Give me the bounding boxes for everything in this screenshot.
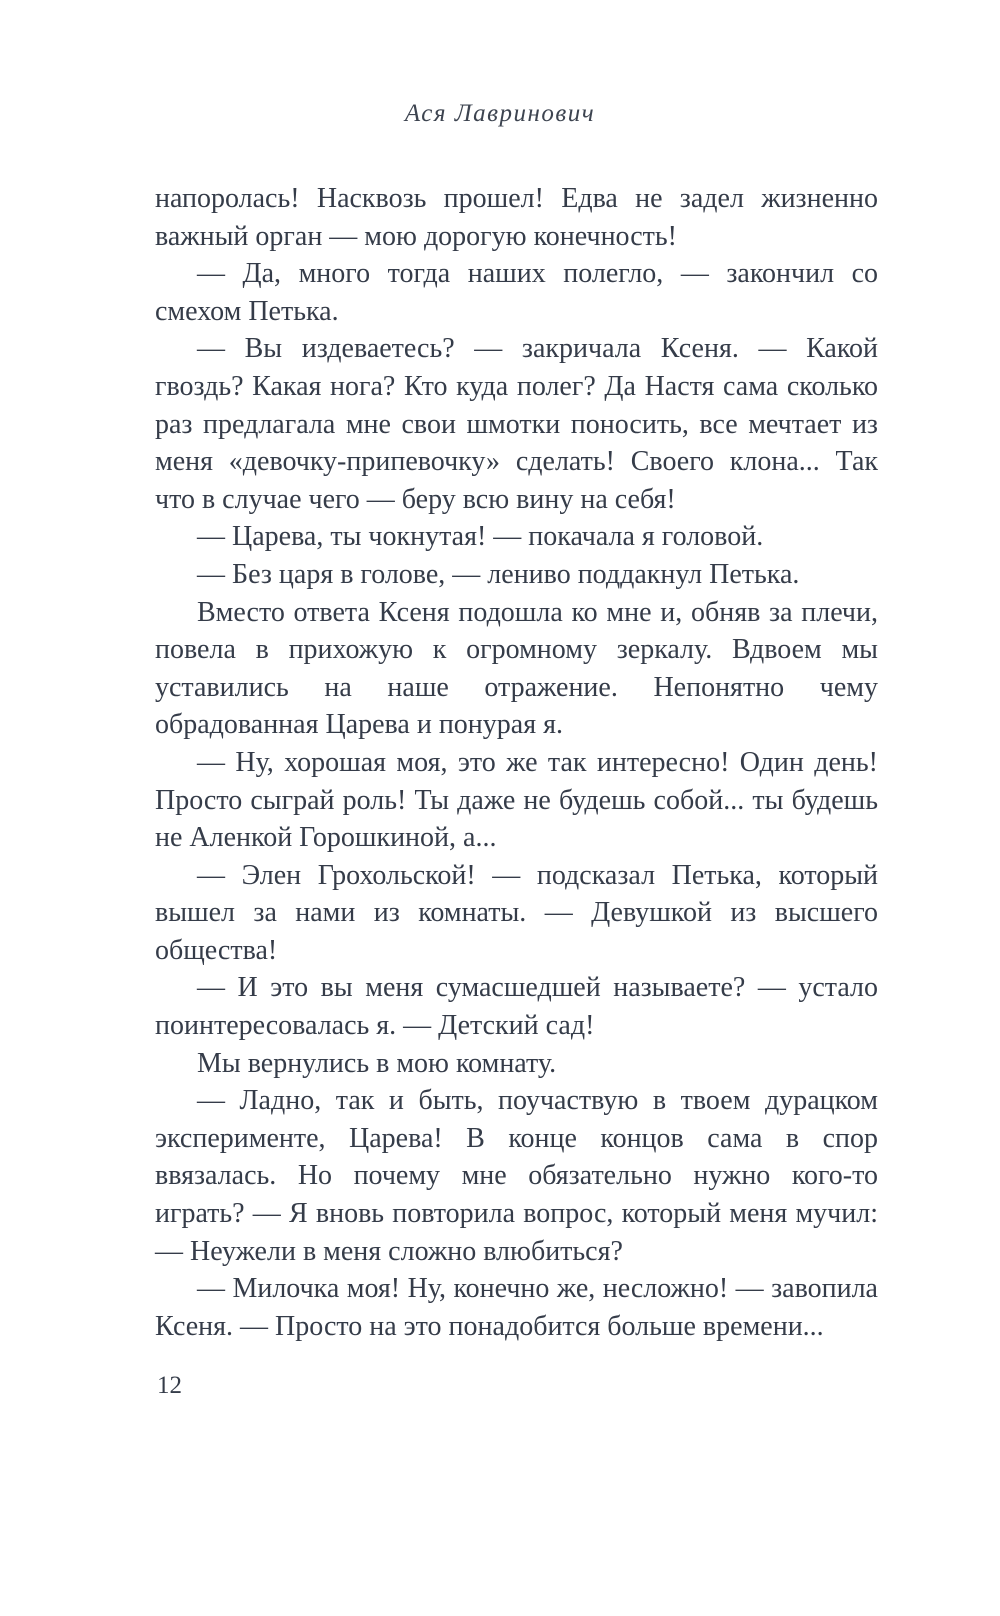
- paragraph: — И это вы меня сумасшедшей называете? — устало поинтересовалась я. — Детский сад!: [155, 972, 878, 1042]
- paragraph: Мы вернулись в мою комнату.: [197, 1047, 557, 1079]
- text-block: [155, 180, 878, 1345]
- paragraph: — Да, много тогда наших полегло, — закончил со смехом Петька.: [155, 258, 878, 327]
- paragraph: — Без царя в голове, — лениво поддакнул Петька.: [197, 558, 800, 590]
- paragraph: — Элен Грохольской! — подсказал Петька, который вышел за нами из комнаты. — Девушкой из высшего общества!: [155, 859, 878, 966]
- paragraph: — Милочка моя! Ну, конечно же, несложно! — завопила Ксеня. — Просто на это понадобится больше времени...: [155, 1273, 878, 1342]
- paragraph: — Ладно, так и быть, поучаствую в твоем дурацком эксперименте, Царева! В конце концов сама в спор ввязалась. Но почему мне обязательно нужно кого-то играть? — Я вновь повторила вопрос, который меня мучил: — Неужели в меня сложно влюбиться?: [155, 1085, 878, 1267]
- page-number: 12: [157, 1372, 182, 1399]
- paragraph: Вместо ответа Ксеня подошла ко мне и, обняв за плечи, повела в прихожую к огромному зеркалу. Вдвоем мы уставились на наше отражение. Непонятно чему обрадованная Царева и понурая я.: [155, 596, 878, 741]
- paragraph: — Царева, ты чокнутая! — покачала я головой.: [197, 521, 764, 553]
- paragraph: — Ну, хорошая моя, это же так интересно! Один день! Просто сыграй роль! Ты даже не будешь собой... ты будешь не Аленкой Горошкиной, а...: [155, 746, 878, 854]
- paragraph: — Вы издеваетесь? — закричала Ксеня. — Какой гвоздь? Какая нога? Кто куда полег? Да Настя сама сколько раз предлагала мне свои шмотки поносить, все мечтает из меня «девочку-припевочку» сделать! Своего клона... Так что в случае чего — беру всю вину на себя!: [155, 333, 878, 515]
- running-header: Ася Лавринович: [404, 100, 596, 127]
- paragraph: напоролась! Насквозь прошел! Едва не задел жизненно важный орган — мою дорогую конечность!: [155, 183, 878, 252]
